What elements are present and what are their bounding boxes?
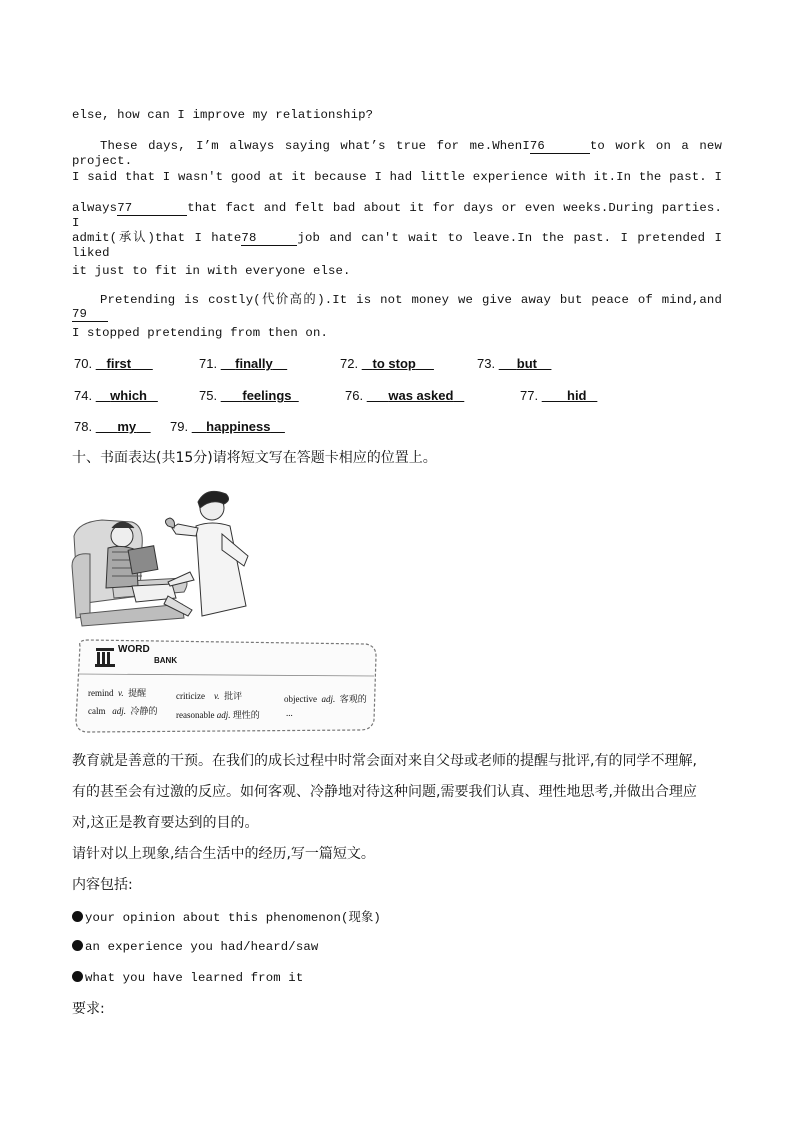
- word-entry-criticize: criticize v. 批评: [176, 691, 243, 701]
- bullet-dot-icon: [72, 971, 83, 982]
- illustration-image: [72, 486, 262, 628]
- answer-71: 71. finally: [199, 356, 273, 371]
- passage-line-2: I said that I wasn't good at it because I had little experience with it.In the past. I: [72, 170, 722, 184]
- passage-line-1: These days, I’m always saying what’s true for me.WhenI76 to work on a new project.: [72, 139, 722, 168]
- passage-line-intro: else, how can I improve my relationship?: [72, 108, 374, 122]
- passage-line-6: Pretending is costly(代价高的).It is not money we give away but peace of mind,and79: [72, 293, 722, 321]
- word-bank-subtitle: BANK: [154, 656, 178, 665]
- word-entry-calm: calm adj. 冷静的: [88, 706, 158, 716]
- blank-76: 76: [530, 140, 590, 154]
- blank-77: 77: [117, 202, 187, 216]
- standing-man-figure: [165, 491, 248, 616]
- answer-78: 78. my: [74, 419, 137, 434]
- word-entry-objective: objective adj. 客观的: [284, 694, 367, 704]
- word-entry-ellipsis: ...: [286, 708, 293, 718]
- passage-line-4: admit(承认)that I hate78 job and can't wait to leave.In the past. I pretended I liked: [72, 231, 722, 260]
- prompt-line-3: 对,这正是教育要达到的目的。: [72, 815, 259, 831]
- answer-76: 76. was asked: [345, 388, 454, 403]
- bullet-item: an experience you had/heard/saw: [72, 940, 318, 954]
- bullet-item: what you have learned from it: [72, 971, 303, 985]
- word-bank: [74, 636, 378, 734]
- answer-77: 77. hid: [520, 388, 587, 403]
- passage-line-7: I stopped pretending from then on.: [72, 326, 328, 340]
- answer-73: 73. but: [477, 356, 537, 371]
- answer-70: 70. first: [74, 356, 132, 371]
- bullet-dot-icon: [72, 940, 83, 951]
- bullet-item: your opinion about this phenomenon(现象): [72, 907, 381, 925]
- word-entry-reasonable: reasonable adj. 理性的: [176, 710, 260, 720]
- answer-74: 74. which: [74, 388, 147, 403]
- word-bank-title: WORD: [118, 644, 150, 655]
- blank-79: 79: [72, 308, 108, 322]
- blank-78: 78: [241, 232, 297, 246]
- prompt-line-1: 教育就是善意的干预。在我们的成长过程中时常会面对来自父母或老师的提醒与批评,有的同学不理解,: [72, 753, 697, 769]
- passage-line-3: always77 that fact and felt bad about it for days or even weeks.During parties. I: [72, 201, 722, 230]
- passage-line-5: it just to fit in with everyone else.: [72, 264, 351, 278]
- section-heading: 十、书面表达(共15分)请将短文写在答题卡相应的位置上。: [72, 450, 437, 466]
- prompt-line-2: 有的甚至会有过激的反应。如何客观、冷静地对待这种问题,需要我们认真、理性地思考,并做出合理应: [72, 784, 697, 800]
- seated-boy-figure: [106, 522, 192, 616]
- answer-72: 72. to stop: [340, 356, 416, 371]
- answer-75: 75. feelings: [199, 388, 292, 403]
- bullet-dot-icon: [72, 911, 83, 922]
- answer-79: 79. happiness: [170, 419, 271, 434]
- content-label: 内容包括:: [72, 877, 133, 893]
- word-entry-remind: remind v. 提醒: [88, 688, 147, 698]
- requirements-label: 要求:: [72, 1001, 105, 1017]
- prompt-line-4: 请针对以上现象,结合生活中的经历,写一篇短文。: [72, 846, 375, 862]
